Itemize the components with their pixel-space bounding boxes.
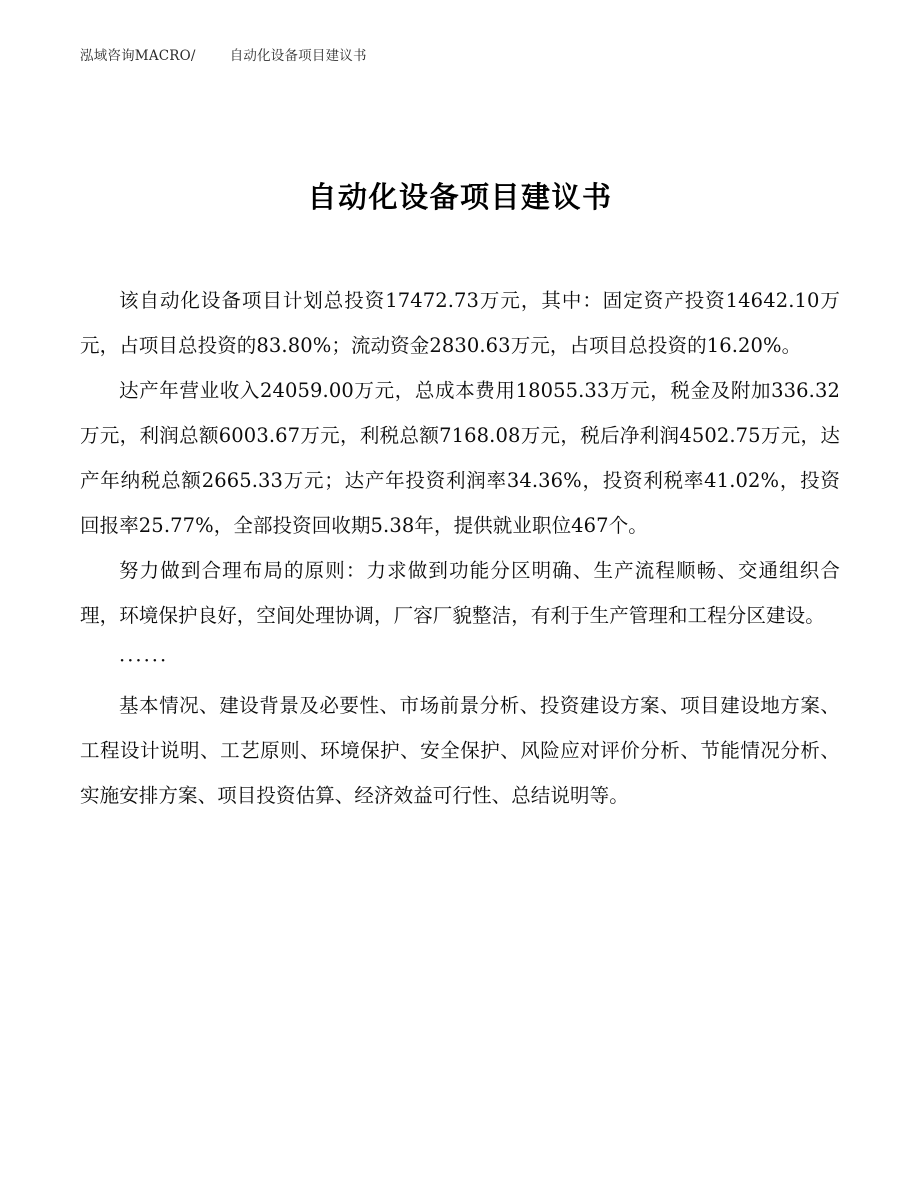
paragraph-contents-outline: 基本情况、建设背景及必要性、市场前景分析、投资建设方案、项目建设地方案、工程设计说明、工艺原则、环境保护、安全保护、风险应对评价分析、节能情况分析、实施安排方案、项目投资估算、经济效益可行性、总结说明等。	[80, 694, 840, 807]
paragraph-ellipsis: ······	[119, 649, 169, 672]
header-running-title: 自动化设备项目建议书	[229, 48, 367, 64]
page-title: 自动化设备项目建议书	[307, 180, 613, 215]
running-header	[80, 48, 840, 72]
paragraph-layout-principles: 努力做到合理布局的原则：力求做到功能分区明确、生产流程顺畅、交通组织合理，环境保护良好，空间处理协调，厂容厂貌整洁，有利于生产管理和工程分区建设。	[80, 559, 840, 627]
header-organization: 泓域咨询MACRO/	[80, 48, 196, 64]
paragraph-financial-indicators: 达产年营业收入24059.00万元，总成本费用18055.33万元，税金及附加336.32万元，利润总额6003.67万元，利税总额7168.08万元，税后净利润4502.75万元，达产年纳税总额2665.33万元；达产年投资利润率34.36%，投资利税率41.02%，投资回报率25.77%，全部投资回收期5.38年，提供就业职位467个。	[80, 379, 840, 537]
paragraph-investment-summary: 该自动化设备项目计划总投资17472.73万元，其中：固定资产投资14642.10万元，占项目总投资的83.80%；流动资金2830.63万元，占项目总投资的16.20%。	[80, 289, 840, 357]
document-body	[80, 278, 840, 818]
